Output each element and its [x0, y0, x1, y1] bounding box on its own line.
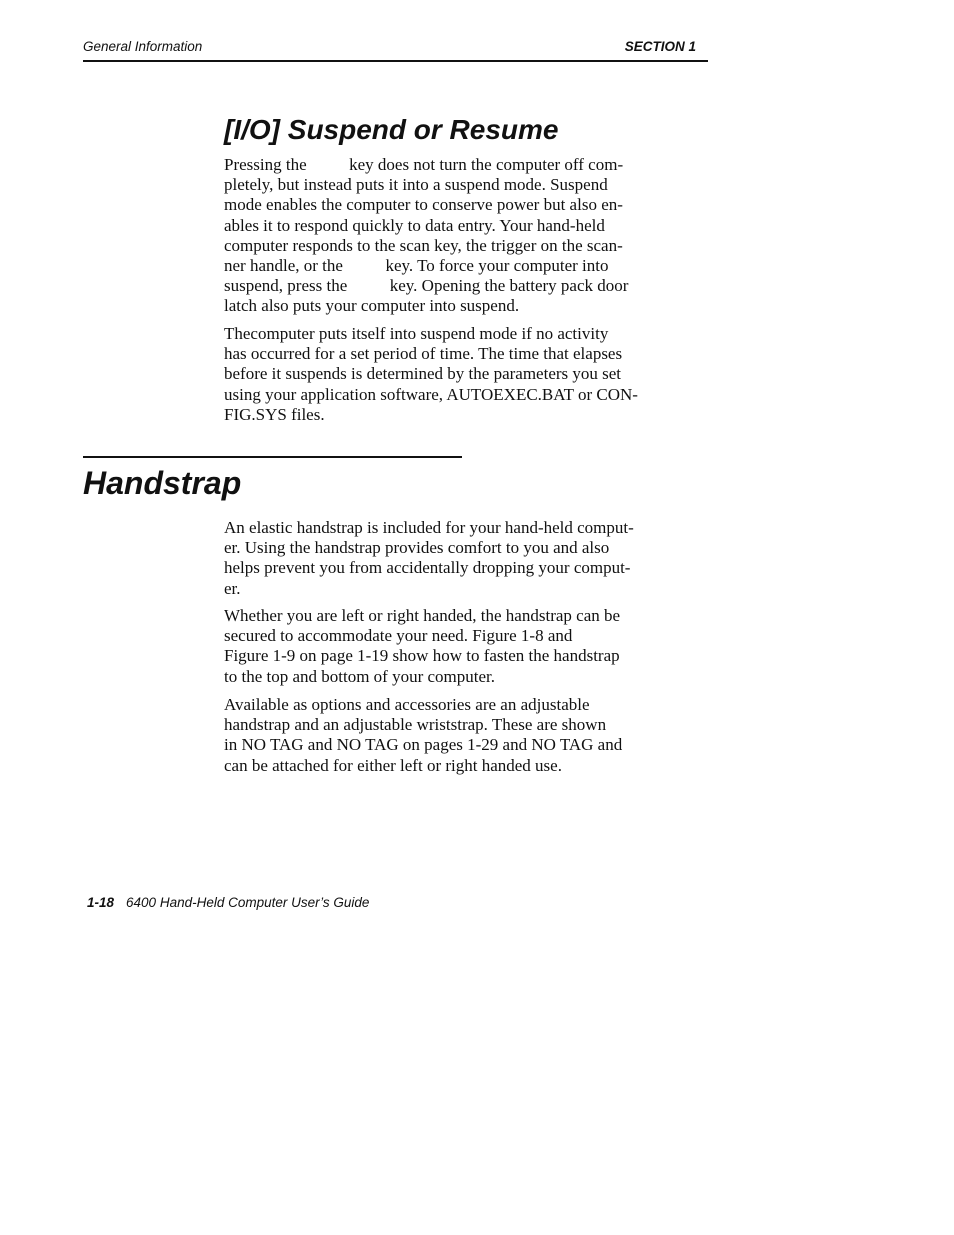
text-line: Whether you are left or right handed, the handstrap can be	[224, 606, 621, 625]
text-line: before it suspends is determined by the parameters you set	[224, 364, 622, 384]
text-line: mode enables the computer to conserve power but also en-	[224, 195, 623, 215]
text-line: can be attached for either left or right handed use.	[224, 755, 562, 775]
text-line: computer responds to the scan key, the trigger on the scan-	[224, 235, 623, 255]
running-header	[83, 38, 708, 62]
paragraph-handstrap-accessories	[224, 695, 714, 776]
header-chapter-title: General Information	[83, 39, 203, 54]
page-number: 1-18	[87, 895, 115, 910]
text-line: handstrap and an adjustable wriststrap. These are shown	[224, 715, 607, 735]
text-line: secured to accommodate your need. Figure 1-8 and	[224, 626, 573, 646]
text-line: latch also puts your computer into suspend.	[224, 296, 520, 316]
text-line: to the top and bottom of your computer.	[224, 666, 496, 686]
text-line: ner handle, or the key. To force your computer into	[224, 256, 609, 276]
paragraph-suspend-description	[224, 155, 714, 317]
paragraph-handstrap-fastening	[224, 606, 714, 687]
paragraph-handstrap-intro	[224, 518, 714, 599]
text-line: Pressing the key does not turn the computer off com-	[224, 155, 624, 174]
running-footer	[87, 895, 369, 910]
text-line: Available as options and accessories are an adjustable	[224, 695, 590, 714]
text-line: An elastic handstrap is included for your hand-held comput-	[224, 518, 634, 537]
header-section-label: SECTION 1	[624, 39, 696, 54]
text-line: using your application software, AUTOEXEC.BAT or CON-	[224, 384, 638, 404]
text-line: er. Using the handstrap provides comfort to you and also	[224, 538, 610, 558]
section-heading-suspend-resume: [I/O] Suspend or Resume	[224, 114, 559, 145]
text-line: helps prevent you from accidentally dropping your comput-	[224, 558, 631, 578]
text-line: in NO TAG and NO TAG on pages 1-29 and NO TAG and	[224, 735, 623, 755]
text-line: has occurred for a set period of time. The time that elapses	[224, 344, 623, 364]
text-line: er.	[224, 578, 241, 598]
text-line: suspend, press the key. Opening the battery pack door	[224, 276, 629, 296]
section-divider	[83, 456, 462, 458]
text-line: FIG.SYS files.	[224, 404, 325, 424]
text-line: Figure 1-9 on page 1-19 show how to fasten the handstrap	[224, 646, 620, 666]
text-line: pletely, but instead puts it into a suspend mode. Suspend	[224, 175, 608, 195]
text-line: ables it to respond quickly to data entry. Your hand-held	[224, 215, 605, 235]
section-heading-handstrap: Handstrap	[83, 465, 242, 501]
text-line: Thecomputer puts itself into suspend mode if no activity	[224, 324, 609, 343]
book-title: 6400 Hand-Held Computer User’s Guide	[126, 895, 370, 910]
paragraph-auto-suspend	[224, 324, 714, 425]
